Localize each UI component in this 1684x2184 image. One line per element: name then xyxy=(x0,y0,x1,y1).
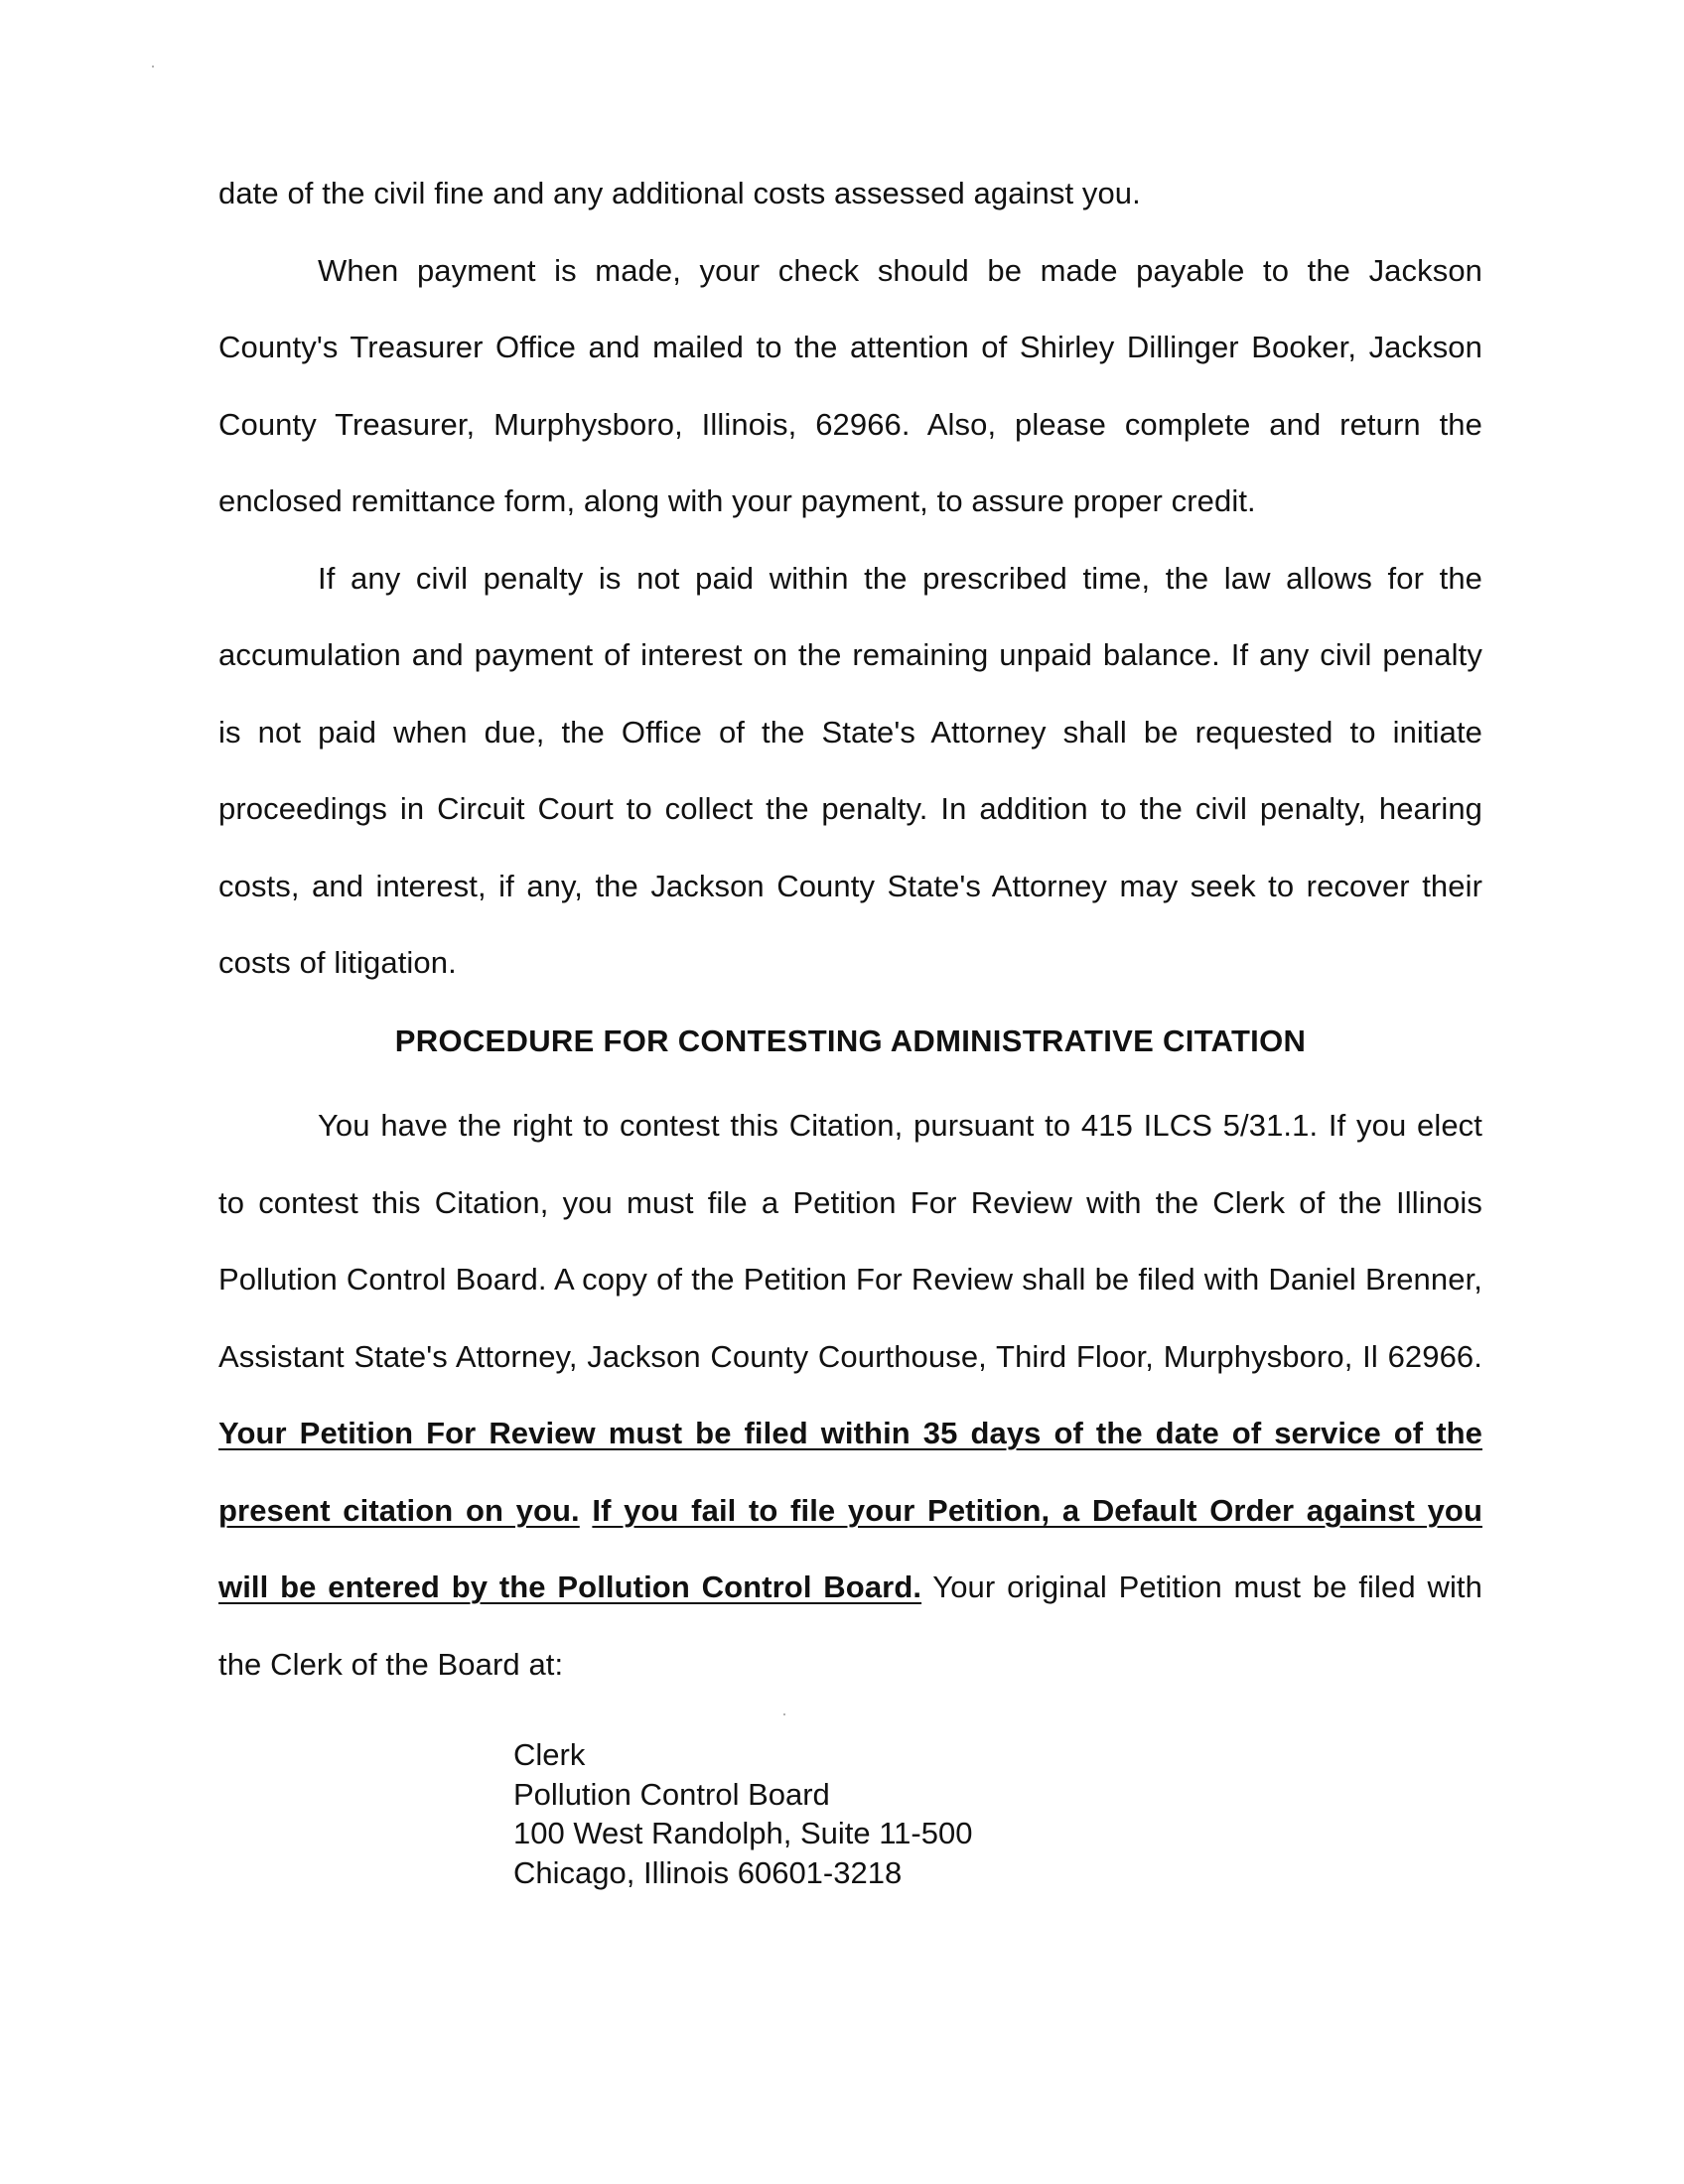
scan-speck xyxy=(783,1713,785,1715)
spacer-text xyxy=(580,1493,593,1528)
address-line: Pollution Control Board xyxy=(513,1776,830,1812)
contest-text-end: Your original Petition must be filed with the Clerk of the Board at: xyxy=(218,1570,1482,1682)
paragraph-payment: When payment is made, your check should be made payable to the Jackson County's Treasurer Office and mailed to the attention of Shirley Dillinger Booker, Jackson County Treasurer, Murphysboro, Illinois, 62966. Also, please complete and return the enclosed remittance form, along with your payment, to assure proper credit. xyxy=(218,252,1482,518)
body-text-bottom xyxy=(218,1087,1482,1703)
paragraph-continuation: date of the civil fine and any additional costs assessed against you. xyxy=(218,176,1141,210)
paragraph-penalty: If any civil penalty is not paid within the prescribed time, the law allows for the accumulation and payment of interest on the remaining unpaid balance. If any civil penalty is not paid when due, the Office of the State's Attorney shall be requested to initiate proceedings in Circuit Court to collect the penalty. In addition to the civil penalty, hearing costs, and interest, if any, the Jackson County State's Attorney may seek to recover their costs of litigation. xyxy=(218,560,1482,980)
body-text-top xyxy=(218,155,1482,1002)
paragraph-contest xyxy=(218,1087,1482,1703)
clerk-address xyxy=(513,1735,972,1892)
contest-text-start: You have the right to contest this Citation, pursuant to 415 ILCS 5/31.1. If you elect to contest this Citation, you must file a Petition For Review with the Clerk of the Illinois Pollution Control Board. A copy of the Petition For Review shall be filed with Daniel Brenner, Assistant State's Attorney, Jackson County Courthouse, Third Floor, Murphysboro, Il 62966. xyxy=(218,1108,1482,1374)
filing-deadline-notice: Your Petition For Review must be filed within 35 days of the date of service of the present citation on you. xyxy=(218,1416,1482,1528)
address-line: Chicago, Illinois 60601-3218 xyxy=(513,1854,903,1890)
default-order-notice: If you fail to file your Petition, a Default Order against you will be entered by the Pollution Control Board. xyxy=(218,1492,1482,1604)
scan-speck xyxy=(152,66,154,68)
address-line: Clerk xyxy=(513,1737,586,1772)
address-line: 100 West Randolph, Suite 11-500 xyxy=(513,1816,973,1850)
section-heading: PROCEDURE FOR CONTESTING ADMINISTRATIVE CITATION xyxy=(394,1024,1307,1058)
